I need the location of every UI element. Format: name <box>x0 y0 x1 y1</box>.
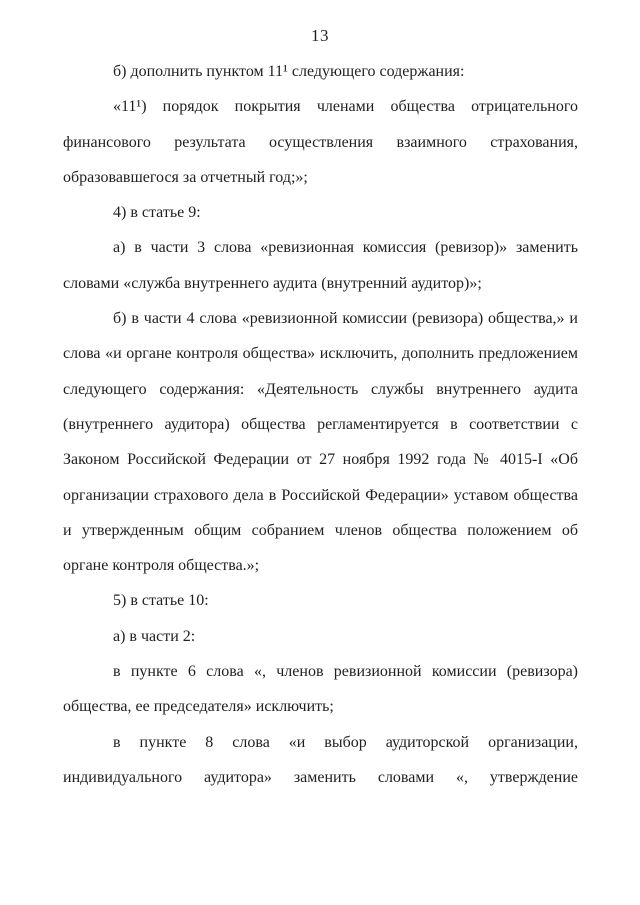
text-line: Законом Российской Федерации от 27 ноября 1992 года № 4015-I «Об <box>63 451 578 469</box>
text-line: а) в части 3 слова «ревизионная комиссия (ревизор)» заменить <box>113 239 578 257</box>
text-line: б) дополнить пунктом 11¹ следующего содержания: <box>113 63 465 80</box>
text-line: образовавшегося за отчетный год;»; <box>63 168 308 186</box>
text-line: а) в части 2: <box>113 627 196 645</box>
text-line: и утвержденным общим собранием членов общества положением об <box>63 521 578 539</box>
page-number: 13 <box>311 26 329 45</box>
text-line: общества, ее председателя» исключить; <box>63 698 334 716</box>
text-line: 4) в статье 9: <box>113 204 201 222</box>
text-line: органе контроля общества.»; <box>63 557 260 575</box>
text-line: следующего содержания: «Деятельность службы внутреннего аудита <box>63 380 578 398</box>
document-body <box>63 54 578 795</box>
text-line: «11¹) порядок покрытия членами общества отрицательного <box>113 98 578 116</box>
text-line: в пункте 6 слова «, членов ревизионной комиссии (ревизора) <box>113 663 578 681</box>
text-line: словами «служба внутреннего аудита (внутренний аудитор)»; <box>63 274 482 292</box>
text-line: слова «и органе контроля общества» исключить, дополнить предложением <box>63 345 578 363</box>
text-line: в пункте 8 слова «и выбор аудиторской организации, <box>113 733 578 751</box>
text-line: индивидуального аудитора» заменить словами «, утверждение <box>63 768 578 786</box>
text-line: б) в части 4 слова «ревизионной комиссии (ревизора) общества,» и <box>113 310 578 328</box>
text-line: организации страхового дела в Российской Федерации» уставом общества <box>63 486 578 504</box>
text-line: (внутреннего аудитора) общества регламентируется в соответствии с <box>63 415 578 433</box>
text-line: финансового результата осуществления взаимного страхования, <box>63 133 578 151</box>
text-line: 5) в статье 10: <box>113 592 209 610</box>
